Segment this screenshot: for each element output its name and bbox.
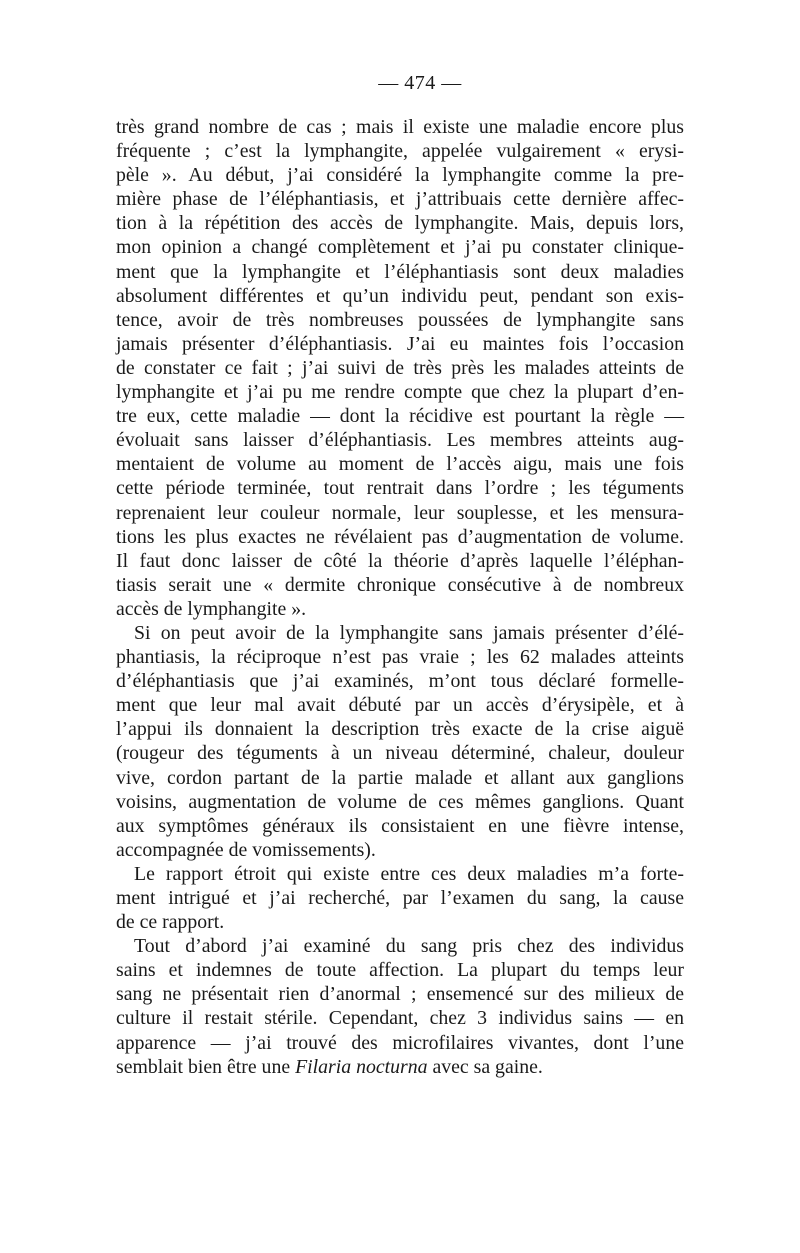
body-text xyxy=(116,115,684,1055)
text-line: d’éléphantiasis que j’ai examinés, m’ont tous déclaré formelle- xyxy=(116,670,684,693)
text-line: Si on peut avoir de la lymphangite sans jamais présenter d’élé- xyxy=(134,621,684,644)
text-line: très grand nombre de cas ; mais il existe une maladie encore plus xyxy=(116,116,684,138)
text-line: jamais présenter d’éléphantiasis. J’ai eu maintes fois l’occasion xyxy=(116,332,684,355)
document-page xyxy=(116,72,684,1079)
text-line: accès de lymphangite ». xyxy=(116,597,307,620)
text-line: reprenaient leur couleur normale, leur souplesse, et les mensura- xyxy=(116,501,684,524)
text-line: Il faut donc laisser de côté la théorie d’après laquelle l’éléphan- xyxy=(116,549,684,572)
text-line: de constater ce fait ; j’ai suivi de très près les malades atteints de xyxy=(116,356,684,379)
text-line-final xyxy=(116,1055,684,1079)
text-line: aux symptômes généraux ils consistaient en une fièvre intense, xyxy=(116,814,684,837)
text-line: évoluait sans laisser d’éléphantiasis. Les membres atteints aug- xyxy=(116,429,684,452)
final-line-start: semblait bien être une xyxy=(116,1055,296,1078)
text-line: culture il restait stérile. Cependant, chez 3 individus sains — en xyxy=(116,1007,684,1030)
text-line: tence, avoir de très nombreuses poussées de lymphangite sans xyxy=(116,308,684,331)
text-line: tiasis serait une « dermite chronique consécutive à de nombreux xyxy=(116,573,684,596)
text-line: tions les plus exactes ne révélaient pas d’augmentation de volume. xyxy=(116,525,684,548)
text-line: vive, cordon partant de la partie malade et allant aux ganglions xyxy=(116,766,684,789)
text-line: ment que la lymphangite et l’éléphantiasis sont deux maladies xyxy=(116,260,684,283)
text-line: de ce rapport. xyxy=(116,911,225,934)
text-line: lymphangite et j’ai pu me rendre compte que chez la plupart d’en- xyxy=(116,381,684,404)
text-line: ment que leur mal avait débuté par un accès d’érysipèle, et à xyxy=(116,694,684,717)
text-line: absolument différentes et qu’un individu peut, pendant son exis- xyxy=(116,284,684,307)
text-line: tre eux, cette maladie — dont la récidive est pourtant la règle — xyxy=(116,405,684,428)
text-line: accompagnée de vomissements). xyxy=(116,838,376,861)
text-line: pèle ». Au début, j’ai considéré la lymphangite comme la pre- xyxy=(116,164,684,187)
text-line: Tout d’abord j’ai examiné du sang pris chez des individus xyxy=(134,935,684,958)
text-line: phantiasis, la réciproque n’est pas vraie ; les 62 malades atteints xyxy=(116,646,684,669)
page-number: — 474 — xyxy=(378,72,462,94)
text-line: sang ne présentait rien d’anormal ; ensemencé sur des milieux de xyxy=(116,983,684,1006)
text-line: apparence — j’ai trouvé des microfilaires vivantes, dont l’une xyxy=(116,1031,684,1054)
text-line: mon opinion a changé complètement et j’ai pu constater clinique- xyxy=(116,236,684,259)
text-line: mentaient de volume au moment de l’accès aigu, mais une fois xyxy=(116,453,684,476)
text-line: Le rapport étroit qui existe entre ces deux maladies m’a forte- xyxy=(134,862,684,885)
text-line: ment intrigué et j’ai recherché, par l’examen du sang, la cause xyxy=(116,887,684,909)
text-line: sains et indemnes de toute affection. La plupart du temps leur xyxy=(116,959,684,982)
text-line: cette période terminée, tout rentrait dans l’ordre ; les téguments xyxy=(116,477,684,500)
final-line-end: avec sa gaine. xyxy=(427,1055,543,1078)
text-line: voisins, augmentation de volume de ces mêmes ganglions. Quant xyxy=(116,790,684,813)
text-line: l’appui ils donnaient la description très exacte de la crise aiguë xyxy=(116,718,684,741)
text-line: mière phase de l’éléphantiasis, et j’attribuais cette dernière affec- xyxy=(116,188,684,211)
text-line: fréquente ; c’est la lymphangite, appelée vulgairement « erysi- xyxy=(116,140,684,163)
species-name: Filaria nocturna xyxy=(295,1055,428,1078)
text-line: tion à la répétition des accès de lymphangite. Mais, depuis lors, xyxy=(116,212,684,235)
text-line: (rougeur des téguments à un niveau déterminé, chaleur, douleur xyxy=(116,742,684,765)
